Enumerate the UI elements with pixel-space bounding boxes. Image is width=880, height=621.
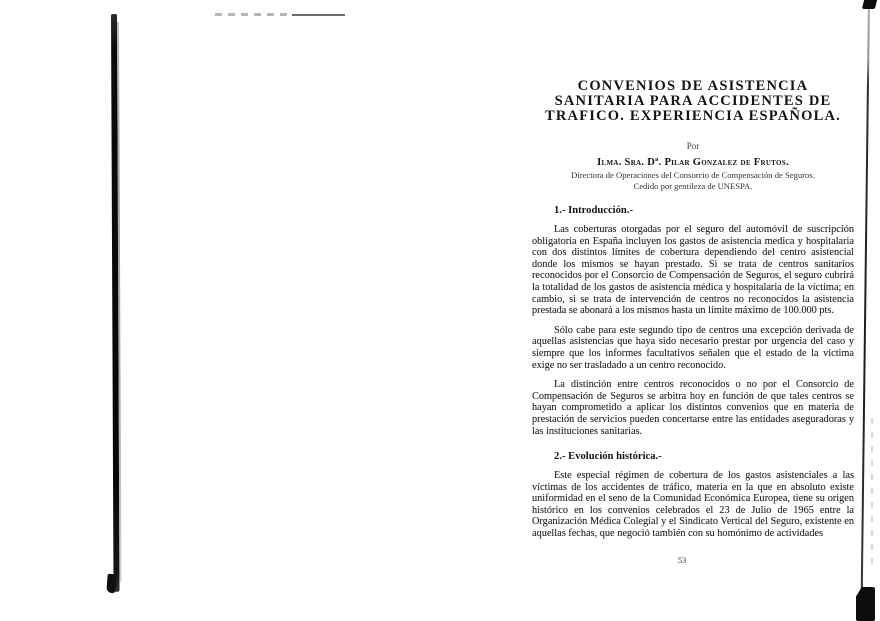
body-paragraph: Este especial régimen de cobertura de los gastos asistenciales a las víctimas de los accidentes de tráfico, materia en la que en absoluto existe uniformidad en el seno de la Comunidad Económica Europea, tiene su origen histórico en los convenios celebrados el 23 de Julio de 1965 entre la Organización Médica Colegial y el Sindicato Vertical del Seguro, existente en aquellas fechas, que negoció también con su homónimo de actividades (532, 470, 854, 540)
body-paragraph: Las coberturas otorgadas por el seguro del automóvil de suscripción obligatoria en España incluyen los gastos de asistencia medica y hospitalaria con dos distintos límites de cobertura dependiendo del centro asistencial donde los mismos se hayan prestado. Si se trata de centros sanitarios reconocidos por el Consorcio de Compensación de Seguros, el seguro cubrirá la totalidad de los gastos de asistencia médica y hospitalaria de la víctima; en cambio, si se trata de intervención de centros no reconocidos la asistencia prestada se abonará a los mismos hasta un límite máximo de 100.000 pts. (532, 224, 854, 317)
section-heading: 1.- Introducción.- (554, 205, 633, 216)
author-name: Ilma. Sra. Dª. Pilar Gonzalez de Frutos. (597, 157, 789, 168)
article-sections (532, 205, 854, 540)
title-line-2: SANITARIA PARA ACCIDENTES DE (554, 93, 832, 109)
document-title (532, 79, 854, 124)
right-faint-marks-artifact (871, 418, 873, 568)
binding-bottom-mark-artifact (106, 574, 116, 594)
title-line-1: CONVENIOS DE ASISTENCIA (577, 78, 809, 94)
author-affiliation: Directora de Operaciones del Consorcio de Compensación de Seguros. (571, 170, 815, 180)
title-line-3: TRAFICO. EXPERIENCIA ESPAÑOLA. (545, 108, 841, 124)
scan-blob-bottom-right-artifact (856, 587, 875, 621)
scan-blob-top-right-artifact (862, 0, 877, 9)
body-paragraph: La distinción entre centros reconocidos o no por el Consorcio de Compensación de Seguros se arbitra hoy en función de que tales centros se hayan comprometido a aplicar los distintos convenios que en materia de prestación de servicios pueden concertarse entre las entidades aseguradoras y las instituciones sanitarias. (532, 379, 854, 437)
body-paragraph: Sólo cabe para este segundo tipo de centros una excepción derivada de aquellas asistencias que haya sido necesario prestar por urgencia del caso y siempre que los informes facultativos señalen que el estado de la víctima exige no ser trasladado a un centro reconocido. (532, 324, 854, 371)
page-edge-line-artifact (860, 0, 869, 621)
byline-label: Por (686, 141, 700, 151)
top-faded-dashes-artifact (215, 13, 293, 16)
article-text-column (532, 79, 854, 548)
top-thin-line-artifact (292, 14, 345, 16)
credit-note: Cedido por gentileza de UNESPA. (633, 180, 753, 191)
section-heading: 2.- Evolución histórica.- (554, 451, 662, 463)
page-number: 53 (677, 555, 687, 565)
